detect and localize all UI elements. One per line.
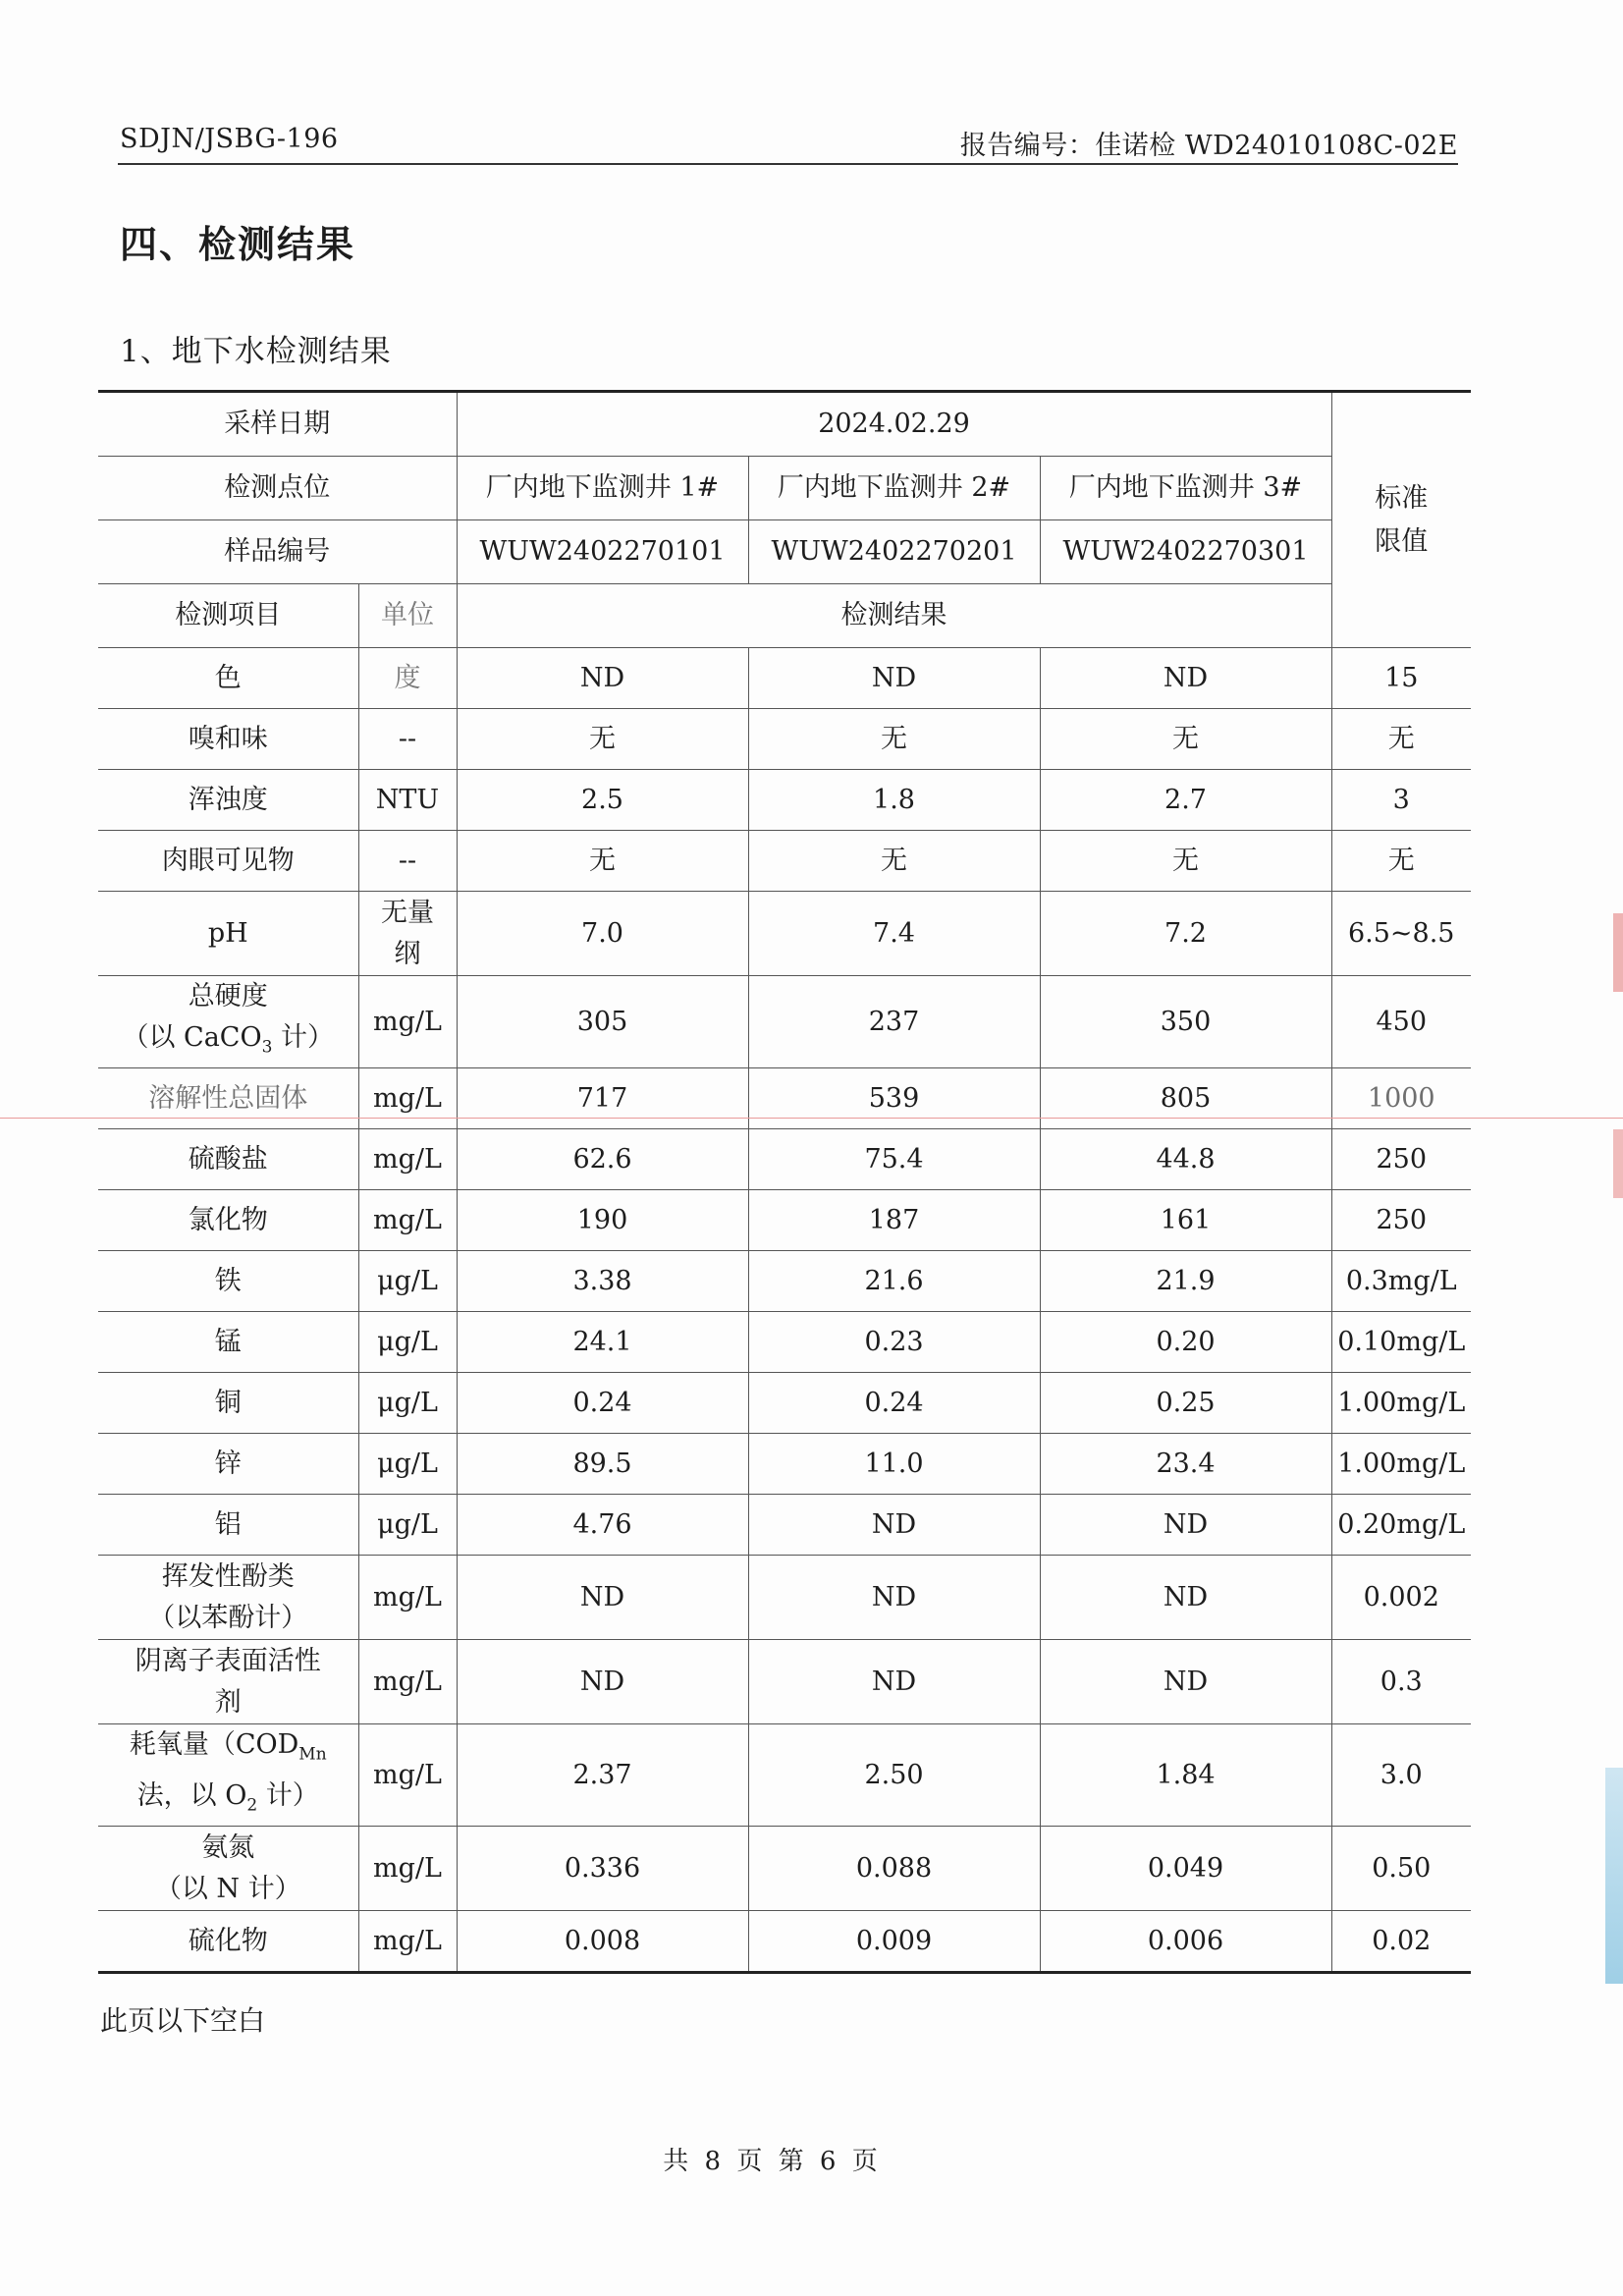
value-cell: 11.0: [748, 1434, 1040, 1495]
value-cell: 23.4: [1040, 1434, 1331, 1495]
value-cell: 3.38: [457, 1251, 748, 1312]
item-cell: 锰: [98, 1312, 358, 1373]
limit-cell: 0.50: [1331, 1827, 1471, 1911]
sample-3: WUW2402270301: [1040, 520, 1331, 584]
value-cell: 7.4: [748, 892, 1040, 976]
table-row: [98, 1129, 1471, 1190]
value-cell: 无: [1040, 709, 1331, 770]
sampling-date-label: 采样日期: [98, 392, 457, 457]
limit-cell: 1000: [1331, 1068, 1471, 1129]
item-cell: 溶解性总固体: [98, 1068, 358, 1129]
unit-cell: --: [358, 831, 457, 892]
item-cell: 硫酸盐: [98, 1129, 358, 1190]
section-title: 四、检测结果: [120, 222, 356, 266]
value-cell: ND: [748, 1495, 1040, 1556]
subscript: 3: [261, 1037, 273, 1058]
unit-cell: μg/L: [358, 1251, 457, 1312]
table-row: [98, 1190, 1471, 1251]
value-cell: 187: [748, 1190, 1040, 1251]
item-cell: 阴离子表面活性 剂: [98, 1640, 358, 1724]
table-row: [98, 709, 1471, 770]
value-cell: 0.088: [748, 1827, 1040, 1911]
value-cell: 无: [1040, 831, 1331, 892]
value-cell: 89.5: [457, 1434, 748, 1495]
value-cell: 75.4: [748, 1129, 1040, 1190]
unit-cell: mg/L: [358, 1640, 457, 1724]
limit-cell: 450: [1331, 976, 1471, 1068]
item-line: （以 CaCO: [122, 1022, 262, 1053]
table-row: [98, 1495, 1471, 1556]
unit-cell: 度: [358, 648, 457, 709]
value-cell: 190: [457, 1190, 748, 1251]
limit-cell: 250: [1331, 1129, 1471, 1190]
subscript: 2: [246, 1795, 258, 1816]
table-row: [98, 1251, 1471, 1312]
item-header: 检测项目: [98, 584, 358, 648]
limit-cell: 0.3: [1331, 1640, 1471, 1724]
limit-cell: 0.002: [1331, 1556, 1471, 1640]
item-cell: 铁: [98, 1251, 358, 1312]
value-cell: 无: [748, 831, 1040, 892]
table-row: [98, 892, 1471, 976]
value-cell: 7.0: [457, 892, 748, 976]
point-label: 检测点位: [98, 457, 457, 520]
value-cell: 21.6: [748, 1251, 1040, 1312]
seal-edge-mark: [1613, 1129, 1623, 1198]
item-cell: 硫化物: [98, 1911, 358, 1973]
standard-limit-header: 标准 限值: [1331, 392, 1471, 648]
scan-edge-artifact: [1605, 1768, 1623, 1984]
item-line: 总硬度: [188, 981, 268, 1011]
limit-cell: 0.02: [1331, 1911, 1471, 1973]
limit-cell: 0.10mg/L: [1331, 1312, 1471, 1373]
limit-cell: 6.5~8.5: [1331, 892, 1471, 976]
value-cell: 62.6: [457, 1129, 748, 1190]
table-row: [98, 648, 1471, 709]
table-row: [98, 770, 1471, 831]
value-cell: 805: [1040, 1068, 1331, 1129]
value-cell: 2.50: [748, 1724, 1040, 1827]
unit-cell: μg/L: [358, 1312, 457, 1373]
unit-cell: μg/L: [358, 1373, 457, 1434]
value-cell: 0.25: [1040, 1373, 1331, 1434]
value-cell: 0.23: [748, 1312, 1040, 1373]
limit-cell: 3.0: [1331, 1724, 1471, 1827]
table-row: [98, 1373, 1471, 1434]
limit-cell: 无: [1331, 709, 1471, 770]
value-cell: 44.8: [1040, 1129, 1331, 1190]
item-cell: 浑浊度: [98, 770, 358, 831]
blank-below-note: 此页以下空白: [100, 2004, 266, 2037]
table-row-samples: [98, 520, 1471, 584]
value-cell: 2.37: [457, 1724, 748, 1827]
unit-cell: mg/L: [358, 1190, 457, 1251]
table-row: [98, 1068, 1471, 1129]
value-cell: 717: [457, 1068, 748, 1129]
item-cell: 色: [98, 648, 358, 709]
unit-cell: μg/L: [358, 1495, 457, 1556]
unit-cell: mg/L: [358, 1556, 457, 1640]
item-cell: 氨氮 （以 N 计）: [98, 1827, 358, 1911]
value-cell: 无: [457, 709, 748, 770]
unit-cell: 无量纲: [358, 892, 457, 976]
item-cell: 铝: [98, 1495, 358, 1556]
unit-cell: NTU: [358, 770, 457, 831]
limit-cell: 无: [1331, 831, 1471, 892]
item-cell: 嗅和味: [98, 709, 358, 770]
limit-cell: 3: [1331, 770, 1471, 831]
table-row: [98, 1434, 1471, 1495]
limit-cell: 0.3mg/L: [1331, 1251, 1471, 1312]
sample-1: WUW2402270101: [457, 520, 748, 584]
limit-cell: 15: [1331, 648, 1471, 709]
value-cell: 1.84: [1040, 1724, 1331, 1827]
unit-header: 单位: [358, 584, 457, 648]
value-cell: 161: [1040, 1190, 1331, 1251]
limit-cell: 250: [1331, 1190, 1471, 1251]
value-cell: 21.9: [1040, 1251, 1331, 1312]
value-cell: 0.049: [1040, 1827, 1331, 1911]
table-row-sampling-date: [98, 392, 1471, 457]
table-row: [98, 1312, 1471, 1373]
table-row: [98, 1724, 1471, 1827]
item-cell: [98, 1724, 358, 1827]
item-line: 计）: [257, 1779, 319, 1811]
item-cell: 挥发性酚类 （以苯酚计）: [98, 1556, 358, 1640]
unit-cell: mg/L: [358, 1068, 457, 1129]
value-cell: 350: [1040, 976, 1331, 1068]
scan-artifact-line: [0, 1118, 1623, 1119]
value-cell: ND: [1040, 1556, 1331, 1640]
unit-cell: --: [358, 709, 457, 770]
table-row: [98, 1911, 1471, 1973]
unit-cell: mg/L: [358, 1911, 457, 1973]
item-cell: 氯化物: [98, 1190, 358, 1251]
item-cell: 铜: [98, 1373, 358, 1434]
table-row: [98, 831, 1471, 892]
subscript: Mn: [298, 1744, 327, 1765]
table-row-column-heads: [98, 584, 1471, 648]
report-number: 报告编号：佳诺检 WD24010108C-02E: [959, 131, 1458, 161]
value-cell: 无: [457, 831, 748, 892]
value-cell: ND: [748, 648, 1040, 709]
point-3: 厂内地下监测井 3#: [1040, 457, 1331, 520]
value-cell: 237: [748, 976, 1040, 1068]
value-cell: ND: [748, 1640, 1040, 1724]
table-row: [98, 1640, 1471, 1724]
unit-cell: mg/L: [358, 1827, 457, 1911]
value-cell: 0.24: [748, 1373, 1040, 1434]
value-cell: 305: [457, 976, 748, 1068]
unit-cell: μg/L: [358, 1434, 457, 1495]
point-1: 厂内地下监测井 1#: [457, 457, 748, 520]
value-cell: 无: [748, 709, 1040, 770]
item-line: 法，以 O: [136, 1779, 247, 1811]
value-cell: 539: [748, 1068, 1040, 1129]
unit-cell: mg/L: [358, 1724, 457, 1827]
value-cell: 0.008: [457, 1911, 748, 1973]
value-cell: 0.24: [457, 1373, 748, 1434]
sub-title: 1、地下水检测结果: [120, 334, 392, 369]
doc-code: SDJN/JSBG-196: [120, 124, 339, 154]
sample-2: WUW2402270201: [748, 520, 1040, 584]
table-row-points: [98, 457, 1471, 520]
value-cell: ND: [1040, 648, 1331, 709]
limit-cell: 1.00mg/L: [1331, 1434, 1471, 1495]
result-header: 检测结果: [457, 584, 1331, 648]
item-cell: [98, 976, 358, 1068]
table-row: [98, 1827, 1471, 1911]
value-cell: 2.5: [457, 770, 748, 831]
limit-cell: 0.20mg/L: [1331, 1495, 1471, 1556]
sample-label: 样品编号: [98, 520, 457, 584]
value-cell: ND: [457, 1556, 748, 1640]
value-cell: 4.76: [457, 1495, 748, 1556]
item-cell: 肉眼可见物: [98, 831, 358, 892]
value-cell: ND: [1040, 1495, 1331, 1556]
value-cell: 7.2: [1040, 892, 1331, 976]
limit-cell: 1.00mg/L: [1331, 1373, 1471, 1434]
header-divider: [118, 163, 1458, 165]
unit-cell: mg/L: [358, 1129, 457, 1190]
sampling-date-value: 2024.02.29: [457, 392, 1331, 457]
unit-cell: mg/L: [358, 976, 457, 1068]
table-row: [98, 1556, 1471, 1640]
item-cell: 锌: [98, 1434, 358, 1495]
seal-edge-mark: [1613, 913, 1623, 992]
value-cell: 2.7: [1040, 770, 1331, 831]
point-2: 厂内地下监测井 2#: [748, 457, 1040, 520]
value-cell: ND: [457, 648, 748, 709]
value-cell: 24.1: [457, 1312, 748, 1373]
value-cell: 0.20: [1040, 1312, 1331, 1373]
value-cell: 0.009: [748, 1911, 1040, 1973]
item-line: 耗氧量（COD: [129, 1729, 299, 1761]
value-cell: ND: [1040, 1640, 1331, 1724]
value-cell: 0.006: [1040, 1911, 1331, 1973]
item-cell: pH: [98, 892, 358, 976]
value-cell: 1.8: [748, 770, 1040, 831]
page-number: 共 8 页 第 6 页: [663, 2147, 882, 2176]
value-cell: ND: [457, 1640, 748, 1724]
table-row: [98, 976, 1471, 1068]
value-cell: 0.336: [457, 1827, 748, 1911]
groundwater-results-table: [98, 390, 1471, 1974]
value-cell: ND: [748, 1556, 1040, 1640]
item-line: 计）: [272, 1022, 335, 1053]
